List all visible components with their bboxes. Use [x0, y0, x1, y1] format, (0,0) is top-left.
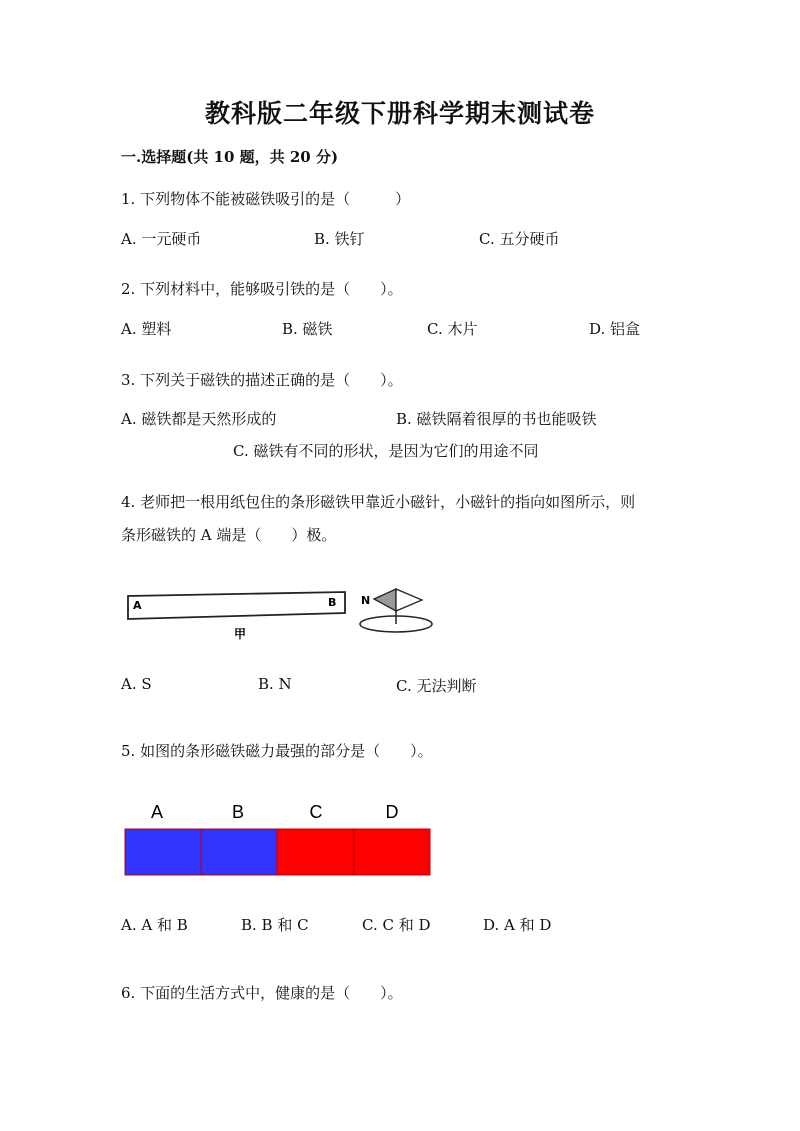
- magnet-segment-b: [201, 829, 277, 875]
- svg-text:D: D: [385, 802, 399, 822]
- segment-label-a: [151, 802, 163, 822]
- q3-option-a: A. 磁铁都是天然形成的: [121, 410, 277, 428]
- segment-label-d: [386, 802, 399, 822]
- question-3: 3. 下列关于磁铁的描述正确的是（ ）。: [121, 371, 403, 389]
- q2-option-a: A. 塑料: [121, 320, 172, 338]
- svg-text:A: A: [150, 802, 164, 822]
- q1-option-c: C. 五分硬币: [479, 230, 560, 248]
- q2-option-c: C. 木片: [427, 320, 478, 338]
- q5-option-b: B. B 和 C: [241, 916, 309, 934]
- question-5: 5. 如图的条形磁铁磁力最强的部分是（ ）。: [121, 742, 433, 760]
- magnet-end-b-label: B: [328, 596, 337, 609]
- question-6: 6. 下面的生活方式中，健康的是（ ）。: [121, 984, 403, 1002]
- magnet-end-a-label: A: [133, 599, 142, 612]
- q3-option-c: C. 磁铁有不同的形状，是因为它们的用途不同: [233, 442, 539, 460]
- q2-option-d: D. 铝盒: [589, 320, 641, 338]
- q1-option-b: B. 铁钉: [314, 230, 365, 248]
- magnet-name-label: 甲: [234, 627, 247, 641]
- q3-option-b: B. 磁铁隔着很厚的书也能吸铁: [396, 410, 597, 428]
- question-1: 1. 下列物体不能被磁铁吸引的是（ ）: [121, 190, 411, 208]
- q5-option-c: C. C 和 D: [362, 916, 431, 934]
- segment-label-c: [310, 802, 323, 822]
- magnet-segment-c: [277, 829, 354, 875]
- q2-option-b: B. 磁铁: [282, 320, 333, 338]
- q4-option-a: A. S: [121, 675, 152, 693]
- magnet-segment-a: [125, 829, 201, 875]
- q4-option-b: B. N: [258, 675, 292, 693]
- svg-text:C: C: [309, 802, 323, 822]
- question-2: 2. 下列材料中，能够吸引铁的是（ ）。: [121, 280, 403, 298]
- q5-option-d: D. A 和 D: [483, 916, 552, 934]
- section-heading: 一.选择题(共 10 题，共 20 分): [121, 148, 339, 166]
- svg-text:B: B: [231, 802, 245, 822]
- page-title: 教科版二年级下册科学期末测试卷: [204, 99, 595, 128]
- question-4-line-2: 条形磁铁的 A 端是（ ）极。: [121, 526, 337, 544]
- needle-n-label: N: [361, 594, 371, 607]
- segment-label-b: [232, 802, 244, 822]
- magnet-segment-d: [354, 829, 430, 875]
- q4-option-c: C. 无法判断: [396, 677, 477, 695]
- question-4-line-1: 4. 老师把一根用纸包住的条形磁铁甲靠近小磁针，小磁针的指向如图所示，则: [121, 493, 636, 511]
- q5-option-a: A. A 和 B: [121, 916, 188, 934]
- q1-option-a: A. 一元硬币: [121, 230, 202, 248]
